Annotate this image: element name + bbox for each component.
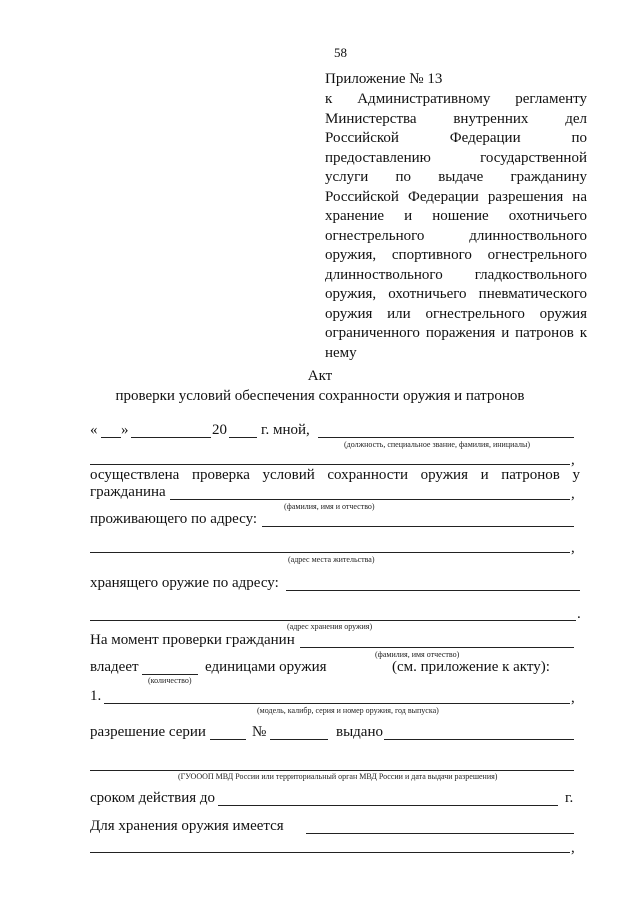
permit-issuer-field-continued[interactable]: [90, 770, 574, 771]
permit-issuer-field[interactable]: [384, 739, 574, 740]
year-field[interactable]: [229, 437, 257, 438]
appendix-line: ограниченного поражения и патронов к: [325, 325, 587, 341]
validity-date-field[interactable]: [218, 805, 558, 806]
permit-number-field[interactable]: [270, 739, 328, 740]
comma: ,: [571, 840, 575, 856]
storage-means-field[interactable]: [306, 833, 574, 834]
page-number: 58: [334, 45, 347, 60]
caption-storage: (адрес хранения оружия): [287, 622, 373, 631]
appendix-text: [325, 90, 587, 363]
period: .: [577, 606, 581, 622]
caption-fio2: (фамилия, имя отчество): [375, 650, 460, 659]
permit-series-field[interactable]: [210, 739, 246, 740]
weapon-quantity-field[interactable]: [142, 674, 198, 675]
caption-qty: (количество): [148, 676, 192, 685]
item-number: 1.: [90, 688, 102, 704]
inspector-field[interactable]: [318, 437, 574, 438]
storage-address-field[interactable]: [286, 590, 580, 591]
appendix-line: предоставлению государственной: [325, 149, 587, 166]
weapon-details-field[interactable]: [104, 703, 570, 704]
appendix-line: оружия, спортивного огнестрельного: [325, 247, 587, 263]
check-text: осуществлена проверка условий сохранности оружия и патронов у: [90, 467, 580, 483]
appendix-line: нему: [325, 344, 357, 361]
month-field[interactable]: [131, 437, 211, 438]
storage-label: Для хранения оружия имеется: [90, 818, 284, 834]
comma: ,: [571, 452, 575, 468]
residing-label: проживающего по адресу:: [90, 511, 258, 527]
citizen-fio-field[interactable]: [170, 499, 570, 500]
act-subtitle: проверки условий обеспечения сохранности оружия и патронов: [115, 388, 525, 404]
caption-residence: (адрес места жительства): [288, 555, 375, 564]
caption-issuer: (ГУОООП МВД России или территориальный орган МВД России и дата выдачи разрешения): [178, 772, 498, 781]
moment-label: На момент проверки гражданин: [90, 632, 295, 648]
comma: ,: [571, 540, 575, 556]
appendix-line: Российской Федерации разрешения на: [325, 188, 587, 205]
date-close-quote: »: [121, 422, 129, 438]
comma: ,: [571, 690, 575, 706]
caption-model: (модель, калибр, серия и номер оружия, год выпуска): [257, 706, 439, 715]
permit-series-label: разрешение серии: [90, 724, 206, 740]
day-field[interactable]: [101, 437, 121, 438]
appendix-line: к Административному регламенту: [325, 91, 587, 107]
citizen-label: гражданина: [90, 484, 166, 500]
year-prefix: 20: [212, 422, 227, 438]
caption-fio: (фамилия, имя и отчество): [284, 502, 375, 511]
comma: ,: [571, 486, 575, 502]
appendix-line: огнестрельного длинноствольного: [325, 227, 587, 244]
year-abbr: г.: [565, 790, 574, 806]
inspector-field-continued[interactable]: [90, 464, 570, 465]
owns-label: владеет: [90, 659, 139, 675]
date-open-quote: «: [90, 422, 98, 438]
caption-position: (должность, специальное звание, фамилия, инициалы): [344, 440, 531, 449]
year-suffix-me: г. мной,: [261, 422, 310, 438]
appendix-line: оружия, охотничьего пневматического: [325, 286, 587, 302]
storing-label: хранящего оружие по адресу:: [90, 575, 279, 591]
appendix-line: длинноствольного гладкоствольного: [325, 266, 587, 283]
storage-means-field-continued[interactable]: [90, 852, 570, 853]
validity-label: сроком действия до: [90, 790, 216, 806]
residence-address-field[interactable]: [262, 526, 574, 527]
residence-address-field-continued[interactable]: [90, 552, 570, 553]
appendix-line: услуги по выдаче гражданину: [325, 169, 587, 185]
moment-citizen-field[interactable]: [300, 647, 574, 648]
see-appendix: (см. приложение к акту):: [392, 659, 550, 675]
number-sign: №: [252, 724, 267, 740]
appendix-line: Министерства внутренних дел: [325, 110, 587, 127]
storage-address-field-continued[interactable]: [90, 620, 576, 621]
appendix-title: Приложение № 13: [325, 71, 443, 87]
appendix-line: оружия или огнестрельного оружия: [325, 305, 587, 322]
appendix-line: Российской Федерации по: [325, 130, 587, 146]
act-title: Акт: [307, 368, 333, 384]
units-label: единицами оружия: [205, 659, 327, 675]
issued-label: выдано: [336, 724, 383, 740]
appendix-line: хранение и ношение охотничьего: [325, 208, 587, 224]
